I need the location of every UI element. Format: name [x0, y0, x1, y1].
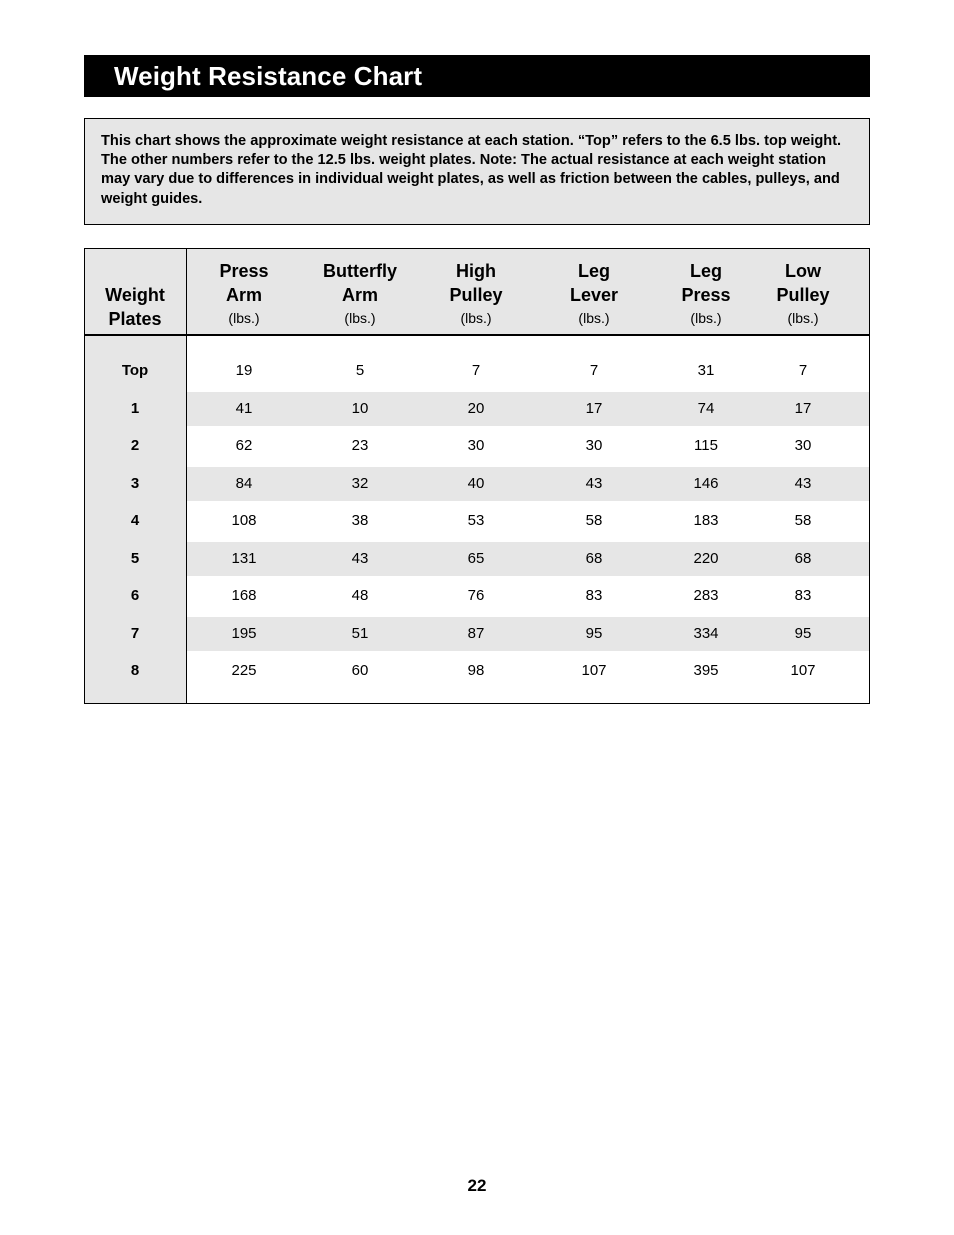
- cell-leg-press: 220: [693, 549, 719, 567]
- column-header-butterfly-arm-line1: Butterfly: [322, 261, 398, 281]
- weight-resistance-table: [84, 248, 870, 704]
- column-header-leg-press-unit: (lbs.): [690, 310, 722, 326]
- column-header-leg-press-line1: Leg: [689, 261, 723, 281]
- cell-press-arm: 108: [231, 512, 257, 529]
- weight-plates-header-line1: Weight: [105, 285, 165, 305]
- cell-butterfly-arm: 51: [351, 624, 369, 642]
- cell-high-pulley: 40: [467, 474, 485, 492]
- cell-press-arm: 195: [231, 624, 257, 642]
- title-bar: [84, 55, 870, 97]
- cell-butterfly-arm: 5: [355, 362, 365, 379]
- cell-low-pulley: 17: [794, 399, 812, 417]
- cell-leg-lever: 107: [581, 662, 607, 679]
- cell-butterfly-arm: 23: [351, 437, 369, 454]
- column-header-press-arm-line2: Arm: [225, 284, 263, 305]
- plate-label: 4: [130, 512, 140, 529]
- column-header-leg-lever-line1: Leg: [577, 261, 611, 281]
- cell-leg-press: 115: [694, 437, 718, 454]
- column-header-high-pulley: [449, 260, 502, 329]
- column-header-low-pulley-unit: (lbs.): [787, 310, 819, 326]
- header-band: [187, 249, 869, 334]
- cell-high-pulley: 30: [467, 437, 485, 454]
- column-header-leg-lever-line2: Lever: [569, 284, 619, 305]
- cell-high-pulley: 87: [467, 624, 485, 642]
- cell-butterfly-arm: 60: [351, 662, 369, 679]
- cell-leg-lever: 83: [585, 587, 603, 604]
- cell-leg-lever: 30: [585, 437, 603, 454]
- plate-label: 7: [130, 624, 140, 642]
- cell-high-pulley: 65: [467, 549, 485, 567]
- column-header-leg-press: [681, 260, 730, 329]
- column-header-press-arm-line1: Press: [219, 261, 269, 281]
- row-stripe: [187, 617, 869, 651]
- column-header-leg-press-line2: Press: [681, 284, 731, 305]
- cell-leg-press: 183: [693, 512, 719, 529]
- cell-leg-lever: 7: [589, 362, 599, 379]
- cell-leg-press: 395: [693, 662, 719, 679]
- plate-label: 5: [130, 549, 140, 567]
- column-header-high-pulley-unit: (lbs.): [460, 310, 492, 326]
- plate-label: 2: [130, 437, 140, 454]
- cell-low-pulley: 43: [794, 474, 812, 492]
- cell-leg-lever: 17: [585, 399, 603, 417]
- cell-butterfly-arm: 10: [351, 399, 369, 417]
- row-stripe: [187, 467, 869, 501]
- plate-label: 1: [130, 399, 140, 417]
- cell-low-pulley: 95: [794, 624, 812, 642]
- cell-butterfly-arm: 48: [351, 587, 369, 604]
- column-header-leg-lever: [570, 260, 618, 329]
- cell-high-pulley: 7: [471, 362, 481, 379]
- row-stripe: [187, 542, 869, 576]
- cell-press-arm: 168: [231, 587, 257, 604]
- cell-press-arm: 41: [235, 399, 253, 417]
- note-text: This chart shows the approximate weight resistance at each station. “Top” refers to the 6.5 lbs. top weight. The other numbers refer to the 12.5 lbs. weight plates. Note: The actual resistance at each weight station may vary due to differences in individual weight plates, as well as friction between the cables, pulleys, and weight guides.: [101, 133, 842, 207]
- cell-low-pulley: 58: [794, 512, 812, 529]
- row-stripe: [187, 392, 869, 426]
- weight-plates-header-line2: Plates: [108, 308, 162, 329]
- column-header-high-pulley-line1: High: [456, 261, 496, 281]
- cell-leg-lever: 58: [585, 512, 603, 529]
- cell-press-arm: 225: [231, 662, 257, 679]
- cell-press-arm: 84: [235, 474, 253, 492]
- cell-low-pulley: 83: [794, 587, 812, 604]
- cell-butterfly-arm: 38: [351, 512, 369, 529]
- cell-press-arm: 131: [231, 549, 257, 567]
- plate-label: 8: [130, 662, 140, 679]
- column-header-high-pulley-line2: Pulley: [449, 284, 503, 305]
- column-header-low-pulley-line2: Pulley: [776, 284, 830, 305]
- cell-butterfly-arm: 43: [351, 549, 369, 567]
- cell-high-pulley: 98: [467, 662, 485, 679]
- cell-low-pulley: 7: [798, 362, 808, 379]
- cell-low-pulley: 107: [790, 662, 816, 679]
- cell-butterfly-arm: 32: [351, 474, 369, 492]
- column-header-press-arm-unit: (lbs.): [228, 310, 260, 326]
- page-title: Weight Resistance Chart: [114, 61, 423, 91]
- cell-leg-press: 334: [693, 624, 719, 642]
- column-header-butterfly-arm-line2: Arm: [341, 284, 379, 305]
- cell-leg-lever: 43: [585, 474, 603, 492]
- note-box: [84, 118, 870, 225]
- cell-high-pulley: 76: [467, 587, 485, 604]
- cell-leg-press: 283: [693, 587, 719, 604]
- weight-plates-header: [85, 284, 185, 331]
- plate-label: Top: [121, 362, 149, 379]
- cell-leg-lever: 95: [585, 624, 603, 642]
- column-header-press-arm: [219, 260, 268, 329]
- cell-press-arm: 62: [235, 437, 253, 454]
- cell-leg-lever: 68: [585, 549, 603, 567]
- column-header-butterfly-arm: [323, 260, 397, 329]
- cell-low-pulley: 68: [794, 549, 812, 567]
- header-divider: [85, 334, 869, 336]
- cell-leg-press: 31: [697, 362, 715, 379]
- column-header-low-pulley-line1: Low: [785, 261, 821, 281]
- column-header-low-pulley: [776, 260, 829, 329]
- plate-label: 6: [130, 587, 140, 604]
- cell-press-arm: 19: [235, 362, 253, 379]
- cell-high-pulley: 20: [467, 399, 485, 417]
- cell-leg-press: 74: [697, 399, 715, 417]
- page-number: 22: [467, 1176, 487, 1195]
- plate-label: 3: [130, 474, 140, 492]
- column-header-leg-lever-unit: (lbs.): [578, 310, 610, 326]
- column-header-butterfly-arm-unit: (lbs.): [344, 310, 376, 326]
- cell-low-pulley: 30: [794, 437, 812, 454]
- cell-high-pulley: 53: [467, 512, 485, 529]
- cell-leg-press: 146: [693, 474, 719, 492]
